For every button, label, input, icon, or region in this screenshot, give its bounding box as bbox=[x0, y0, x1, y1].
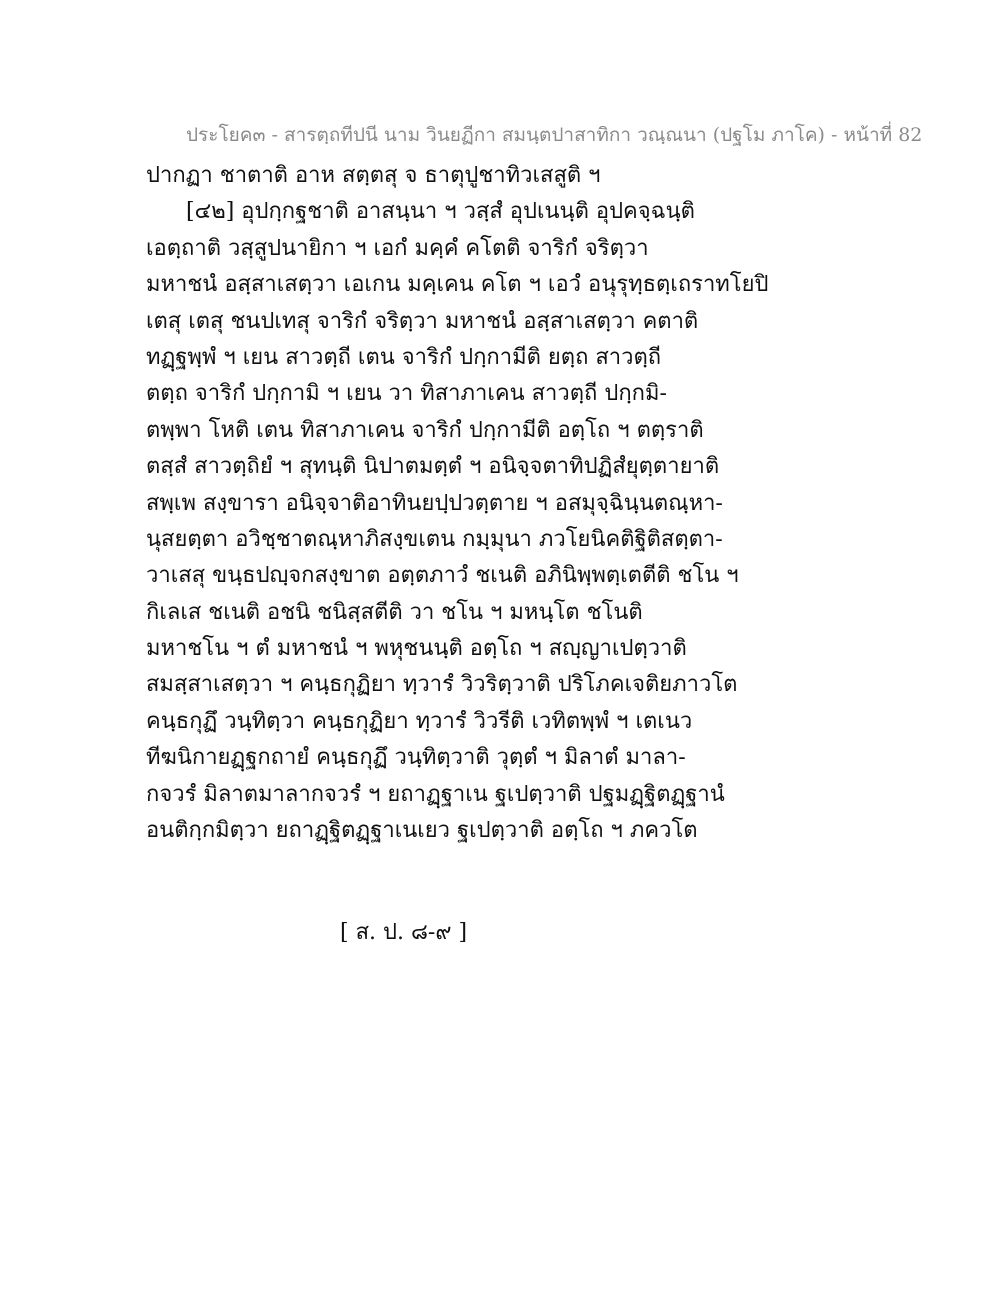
text-line: อนติกฺกมิตฺวา ยถาฏฺฐิตฏฺฐาเนเยว ฐเปตฺวาติ อตฺโถ ฯ ภควโต bbox=[146, 818, 698, 844]
text-line: ปากฏา ชาตาติ อาห สตฺตสุ จ ธาตุปูชาทิวเสสูติ ฯ bbox=[146, 163, 601, 188]
text-line: มหาชโน ฯ ตํ มหาชนํ ฯ พหุชนนฺติ อตฺโถ ฯ สญฺญาเปตฺวาติ bbox=[146, 636, 687, 662]
text-line: วาเสสุ ขนฺธปญฺจกสงฺขาต อตฺตภาวํ ชเนติ อภินิพฺพตฺเตตีติ ชโน ฯ bbox=[146, 563, 739, 589]
text-line: ทีฆนิกายฏฺฐกถายํ คนฺธกุฏึ วนฺทิตฺวาติ วุตฺตํ ฯ มิลาตํ มาลา- bbox=[146, 745, 686, 771]
text-line: ตตฺถ จาริกํ ปกฺกามิ ฯ เยน วา ทิสาภาเคน สาวตฺถี ปกฺกมิ- bbox=[146, 381, 667, 407]
text-line: ทฏฺฐพฺพํ ฯ เยน สาวตฺถี เตน จาริกํ ปกฺกามีติ ยตฺถ สาวตฺถี bbox=[146, 344, 662, 370]
text-line: เตสุ เตสุ ชนปเทสุ จาริกํ จริตฺวา มหาชนํ อสฺสาเสตฺวา คตาติ bbox=[146, 308, 699, 334]
page-reference: [ ส. ป. ๘-๙ ] bbox=[340, 920, 468, 945]
text-line: [๔๒] อุปกฺกฐชาติ อาสนฺนา ฯ วสฺสํ อุปเนนฺติ อุปคจฺฉนฺติ bbox=[186, 199, 695, 225]
text-line: สพฺเพ สงฺขารา อนิจฺจาติอาทินยปฺปวตฺตาย ฯ อสมุจฺฉินฺนตณฺหา- bbox=[146, 490, 723, 516]
text-line: ตสฺสํ สาวตฺถิยํ ฯ สุทนฺติ นิปาตมตฺตํ ฯ อนิจฺจตาทิปฏิสํยุตฺตายาติ bbox=[146, 454, 720, 480]
text-line: กจวรํ มิลาตมาลากจวรํ ฯ ยถาฏฺฐาเน ฐเปตฺวาติ ปฐมฏฺฐิตฏฺฐานํ bbox=[146, 781, 725, 807]
text-line: นุสยตฺตา อวิชฺชาตณฺหาภิสงฺขเตน กมฺมุนา ภวโยนิคติฐิติสตฺตา- bbox=[146, 526, 723, 552]
text-line: คนฺธกุฏึ วนฺทิตฺวา คนฺธกุฏิยา ทฺวารํ วิวรีติ เวทิตพฺพํ ฯ เตเนว bbox=[146, 708, 693, 734]
text-line: มหาชนํ อสฺสาเสตฺวา เอเกน มคฺเคน คโต ฯ เอวํ อนุรุทฺธตฺเถราทโยปิ bbox=[146, 272, 769, 298]
text-line: เอตฺถาติ วสฺสูปนายิกา ฯ เอกํ มคฺคํ คโตติ จาริกํ จริตฺวา bbox=[146, 235, 649, 261]
text-line: กิเลเส ชเนติ อชนิ ชนิสฺสตีติ วา ชโน ฯ มหนฺโต ชโนติ bbox=[146, 599, 643, 625]
text-line: ตพฺพา โหติ เตน ทิสาภาเคน จาริกํ ปกฺกามีติ อตฺโถ ฯ ตตฺราติ bbox=[146, 417, 704, 443]
body-text bbox=[146, 158, 846, 849]
running-header: ประโยค๓ - สารตฺถทีปนี นาม วินยฏีกา สมนฺตปาสาทิกา วณฺณนา (ปฐโม ภาโค) - หน้าที่ 82 bbox=[186, 124, 923, 146]
text-line: สมสฺสาเสตฺวา ฯ คนฺธกุฏิยา ทฺวารํ วิวริตฺวาติ ปริโภคเจติยภาวโต bbox=[146, 672, 738, 698]
